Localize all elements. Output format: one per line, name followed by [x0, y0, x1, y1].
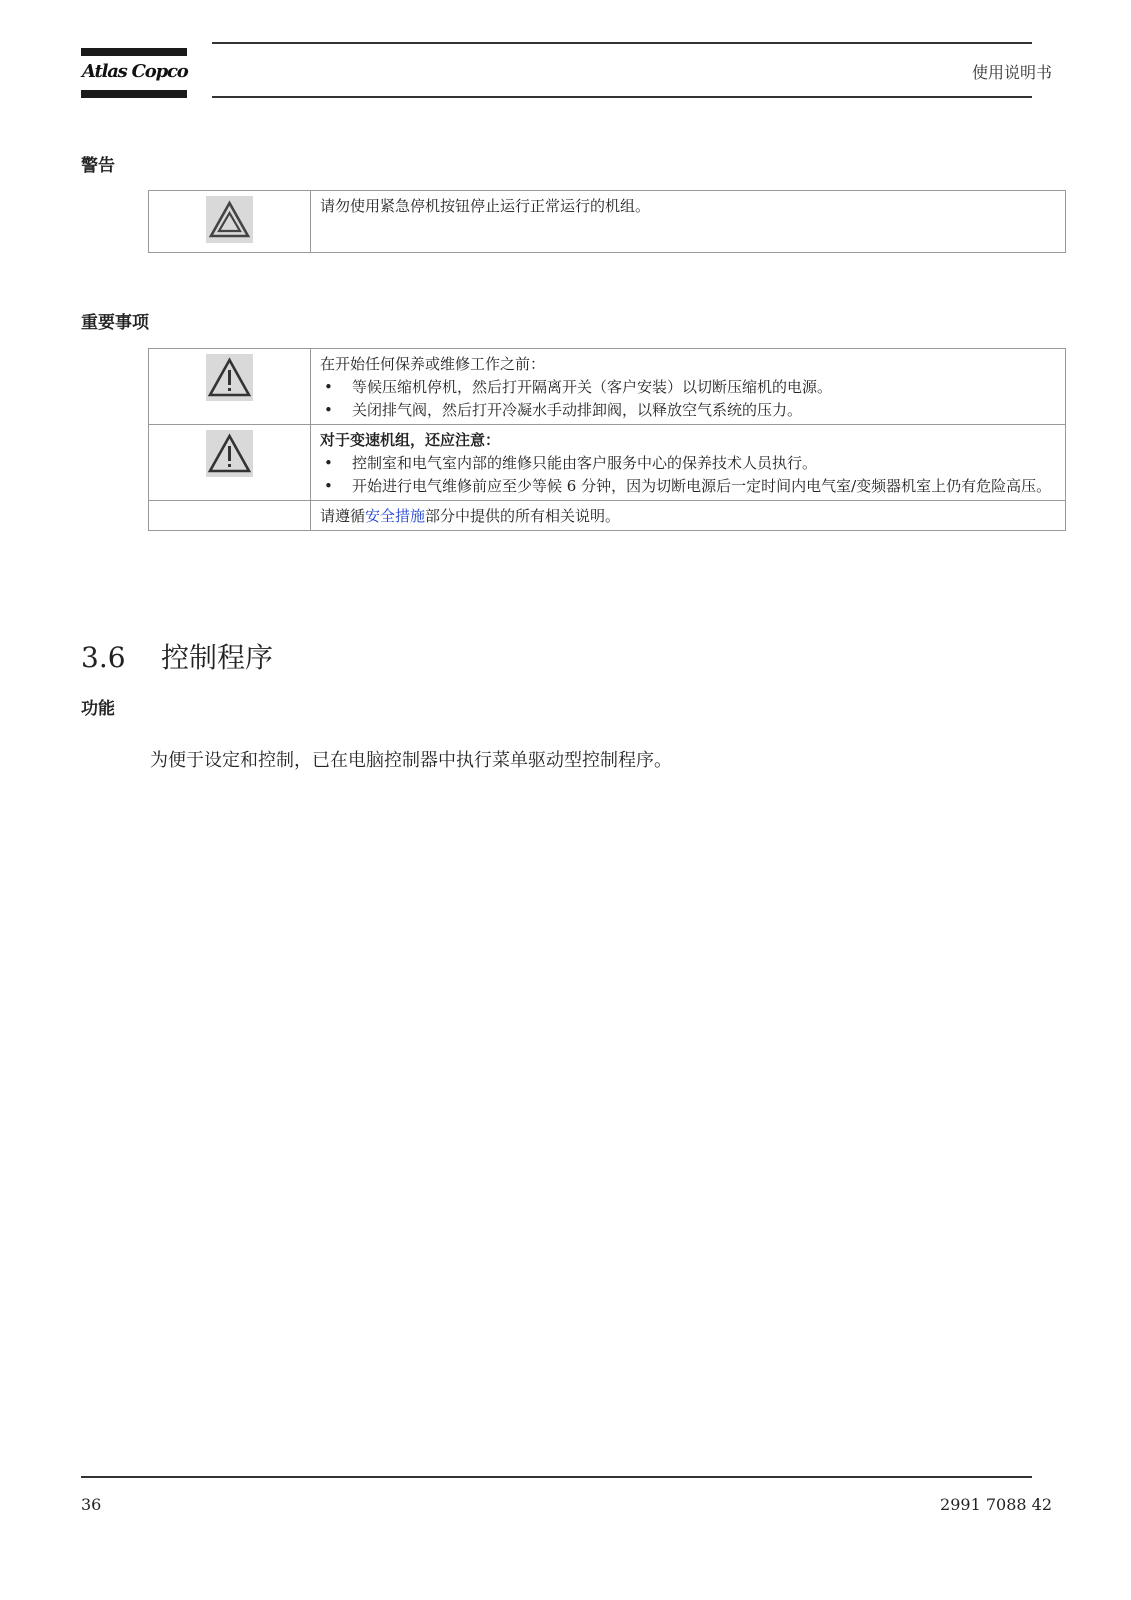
page-number: 36 [81, 1495, 102, 1514]
list-item: • 等候压缩机停机，然后打开隔离开关（客户安装）以切断压缩机的电源。 [320, 376, 1057, 399]
chapter-number: 3.6 [81, 641, 126, 674]
list-item: • 关闭排气阀，然后打开冷凝水手动排卸阀，以释放空气系统的压力。 [320, 399, 1057, 422]
important-row [149, 349, 1066, 425]
important-text-1 [311, 349, 1066, 425]
warning-heading: 警告 [81, 156, 115, 176]
footer-rule [81, 1476, 1032, 1478]
bullet-list [320, 452, 1057, 498]
list-item: • 开始进行电气维修前应至少等候 6 分钟，因为切断电源后一定时间内电气室/变频器机室上仍有危险高压。 [320, 475, 1057, 498]
important-text-2 [311, 425, 1066, 501]
warning-text: 请勿使用紧急停机按钮停止运行正常运行的机组。 [311, 191, 1066, 253]
header-bottom-rule [212, 96, 1032, 98]
hazard-warning-icon [206, 196, 253, 243]
important-row [149, 501, 1066, 531]
warning-icon-cell [149, 191, 311, 253]
warning-table [148, 190, 1066, 253]
important-intro-1: 在开始任何保养或维修工作之前： [320, 355, 546, 373]
document-type: 使用说明书 [971, 63, 1052, 82]
important-icon-cell [149, 349, 311, 425]
empty-icon-cell [149, 501, 311, 531]
important-icon-cell [149, 425, 311, 501]
logo-bottom-bar [81, 90, 187, 98]
function-heading: 功能 [81, 699, 115, 719]
exclamation-warning-icon [206, 354, 253, 401]
function-paragraph: 为便于设定和控制，已在电脑控制器中执行菜单驱动型控制程序。 [150, 750, 672, 771]
important-table [148, 348, 1066, 531]
list-item: • 控制室和电气室内部的维修只能由客户服务中心的保养技术人员执行。 [320, 452, 1057, 475]
header-top-rule [212, 42, 1032, 44]
important-intro-2: 对于变速机组，还应注意： [320, 431, 501, 449]
warning-row [149, 191, 1066, 253]
important-text-3 [311, 501, 1066, 531]
important-heading: 重要事项 [81, 313, 149, 333]
instruction-text-before: 请遵循 [320, 507, 366, 525]
important-row [149, 425, 1066, 501]
document-number: 2991 7088 42 [940, 1495, 1052, 1514]
logo-text: Atlas Copco [82, 61, 188, 82]
chapter-heading [81, 636, 273, 676]
logo-top-bar [81, 48, 187, 56]
bullet-list [320, 376, 1057, 422]
exclamation-warning-icon [206, 430, 253, 477]
instruction-text-after: 部分中提供的所有相关说明。 [425, 507, 621, 525]
chapter-title: 控制程序 [161, 641, 274, 674]
atlas-copco-logo [81, 48, 187, 100]
safety-precautions-link[interactable]: 安全措施 [365, 507, 426, 525]
